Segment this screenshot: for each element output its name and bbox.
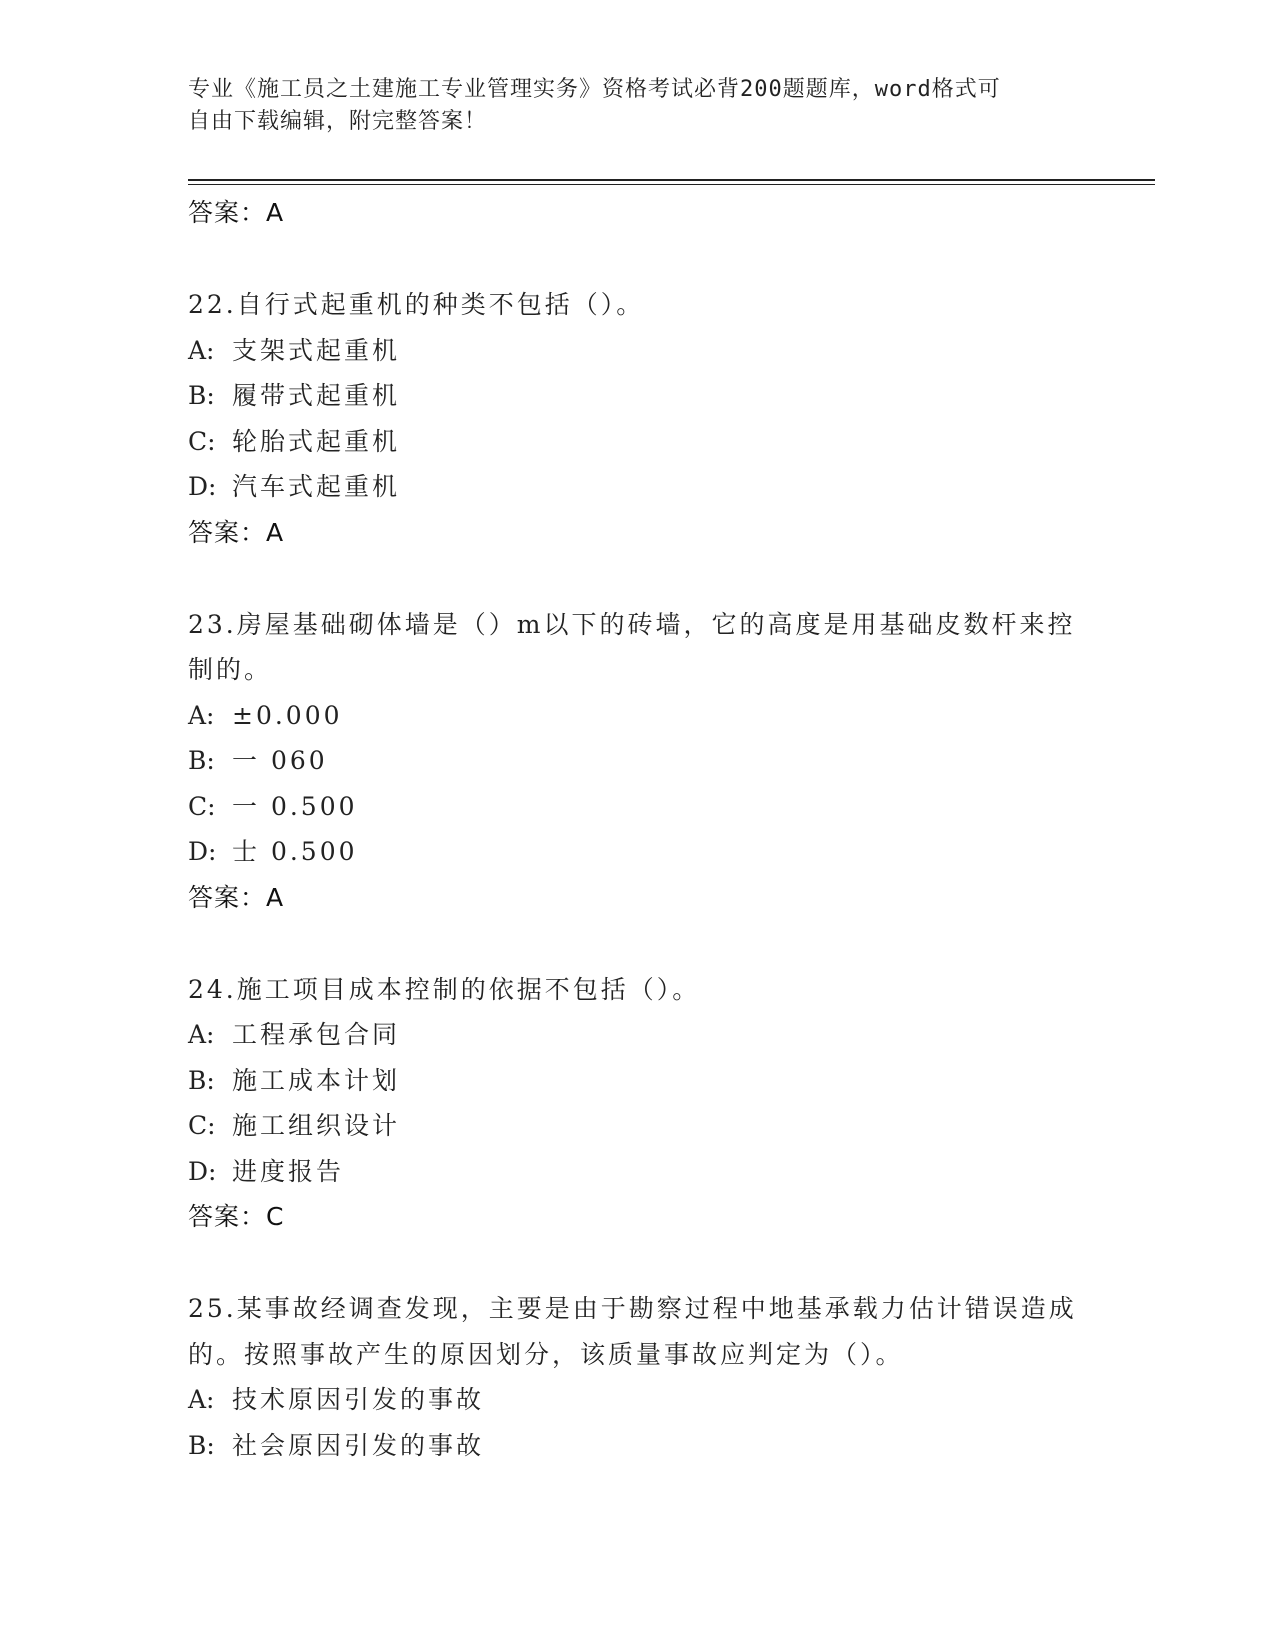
answer-line: 答案：A [188,517,285,547]
option-letter: C: [188,791,216,821]
document-header [188,74,1088,138]
option-text: ±0.000 [232,700,343,730]
question-block [188,602,1088,921]
option-letter: A: [188,1385,215,1414]
answer-line: 答案：A [188,198,285,227]
option-text: 技术原因引发的事故 [232,1385,485,1414]
option-text: 汽车式起重机 [232,472,401,501]
option-letter: C: [188,426,216,456]
option-item [188,829,1088,875]
option-letter: D: [188,1156,217,1186]
option-letter: A: [188,700,215,730]
option-text: 支架式起重机 [232,335,401,365]
option-letter: A: [188,1020,215,1049]
option-item [188,1012,1088,1058]
header-divider-thin [188,184,1155,185]
option-item [188,1058,1088,1104]
question-text: 24.施工项目成本控制的依据不包括（）。 [188,974,701,1004]
question-list [188,190,1088,1468]
option-letter: A: [188,335,215,365]
option-letter: C: [188,1111,216,1140]
option-item [188,1423,1088,1469]
option-letter: D: [188,837,217,866]
option-text: 一 0.500 [232,791,358,821]
question-text: 23.房屋基础砌体墙是（）m以下的砖墙，它的高度是用基础皮数杆来控制的。 [188,609,1076,684]
answer-line: 答案：A [188,882,285,912]
option-item [188,1149,1088,1195]
option-letter: B: [188,746,215,775]
option-text: 工程承包合同 [232,1020,401,1049]
option-item [188,373,1088,419]
option-item [188,419,1088,465]
option-text: 进度报告 [232,1156,345,1186]
option-text: 士 0.500 [232,837,358,866]
option-item [188,1103,1088,1149]
option-item [188,328,1088,374]
option-item [188,693,1088,739]
option-letter: B: [188,1430,215,1460]
option-text: 履带式起重机 [232,381,401,410]
answer-line: 答案：C [188,1202,285,1231]
question-text: 25.某事故经调查发现，主要是由于勘察过程中地基承载力估计错误造成的。按照事故产生的原因划分，该质量事故应判定为（）。 [188,1294,1077,1369]
header-line-2: 自由下载编辑，附完整答案！ [188,109,488,134]
question-block [188,282,1088,556]
option-text: 施工成本计划 [232,1065,401,1095]
option-item [188,784,1088,830]
option-item [188,738,1088,784]
question-block [188,1286,1088,1468]
header-line-1: 专业《施工员之土建施工专业管理实务》资格考试必背200题题库，word格式可 [188,77,1001,102]
option-item [188,1377,1088,1423]
option-letter: D: [188,472,217,501]
option-text: 一 060 [232,746,328,775]
option-text: 施工组织设计 [232,1111,401,1140]
header-divider [188,179,1155,181]
option-text: 轮胎式起重机 [232,426,401,456]
question-block [188,967,1088,1241]
option-letter: B: [188,1065,215,1095]
question-text: 22.自行式起重机的种类不包括（）。 [188,290,645,319]
option-text: 社会原因引发的事故 [232,1430,485,1460]
option-item [188,464,1088,510]
option-letter: B: [188,381,215,410]
